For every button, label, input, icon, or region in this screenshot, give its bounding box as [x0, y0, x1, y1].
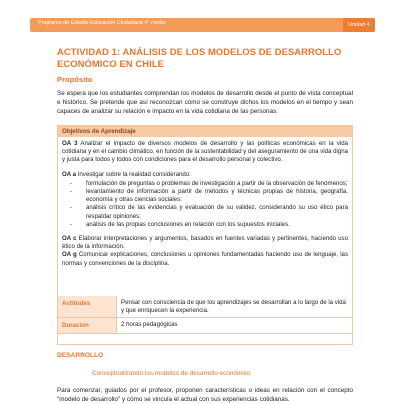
- objectives-header: Objetivos de Aprendizaje: [58, 126, 352, 137]
- attitudes-value: Pensar con consciencia de que los aprendizajes se desarrollan a lo largo de la vida y que enriquecen la experiencia.: [116, 296, 352, 317]
- oaa-code: OA a: [62, 170, 76, 178]
- development-heading: DESARROLLO: [57, 352, 104, 359]
- development-subheading: Conceptualizando los modelos de desarrollo económico: [92, 370, 251, 377]
- objective-oa3: [62, 140, 348, 165]
- oaa-list: [62, 180, 348, 229]
- duration-value: 2 horas pedagógicas: [116, 318, 352, 333]
- attitudes-label: Actitudes: [58, 296, 116, 317]
- duration-label: Duración: [58, 318, 116, 333]
- oag-code: OA g: [62, 251, 77, 259]
- oag-text: Comunicar explicaciones, conclusiones u opiniones fundamentadas haciendo uso de lenguaje, las normas y convenciones de la disciplina.: [62, 251, 348, 267]
- oaa-item: - análisis crítico de las evidencias y evaluación de su validez, considerando su uso ético para respaldar opiniones;: [82, 204, 348, 220]
- oac-code: OA c: [62, 235, 77, 243]
- purpose-text: Se espera que los estudiantes comprendan los modelos de desarrollo desde el punto de vista conceptual e histórico. Se pretende que así reconozcan cómo se construye dichos los modelos en el tiempo y sean capaces de analizar su relación e impacto en la vida cotidiana de las personas.: [57, 90, 353, 115]
- objective-oaa: [62, 171, 348, 179]
- oaa-text: Investigar sobre la realidad considerando:: [76, 170, 191, 178]
- attitudes-row: [57, 296, 353, 318]
- oaa-item: - análisis de las propias conclusiones en relación con los supuestos iniciales.: [82, 221, 348, 229]
- objective-oac: [62, 235, 348, 251]
- oaa-item: - levantamiento de información a partir de métodos y técnicas propias de historia, geografía, economía y otras ciencias sociales;: [82, 188, 348, 204]
- activity-title: ACTIVIDAD 1: ANÁLISIS DE LOS MODELOS DE DESARROLLO ECONÓMICO EN CHILE: [57, 46, 342, 69]
- unit-badge: Unidad 4: [343, 18, 375, 32]
- oa3-code: OA 3: [62, 140, 78, 147]
- header-bar: [30, 18, 375, 32]
- duration-row: [57, 318, 353, 334]
- program-name: Programa de Estudio Educación Ciudadana 4° medio: [38, 20, 166, 26]
- purpose-heading: Propósito: [57, 75, 93, 84]
- oaa-item: - formulación de preguntas o problemas de investigación a partir de la observación de fenómenos;: [82, 180, 348, 188]
- objectives-body: [58, 137, 352, 268]
- oac-text: Elaborar interpretaciones y argumentos, basados en fuentes variadas y pertinentes, haciendo uso ético de la información.: [62, 235, 348, 251]
- development-paragraph: Para comenzar, guiados por el profesor, proponen características o ideas en relación con el concepto "modelo de desarrollo" y cómo se vincula el actual con sus experiencias cotidianas.: [57, 387, 353, 403]
- objective-oag: [62, 251, 348, 267]
- oa3-text: Analizar el impacto de diversos modelos de desarrollo y las políticas económicas en la vida cotidiana y en el cambio climático, en función de la sustentabilidad y del aseguramiento de una vida digna y justa para todos y todos con condiciones para el desarrollo personal y colectivo.: [62, 140, 348, 164]
